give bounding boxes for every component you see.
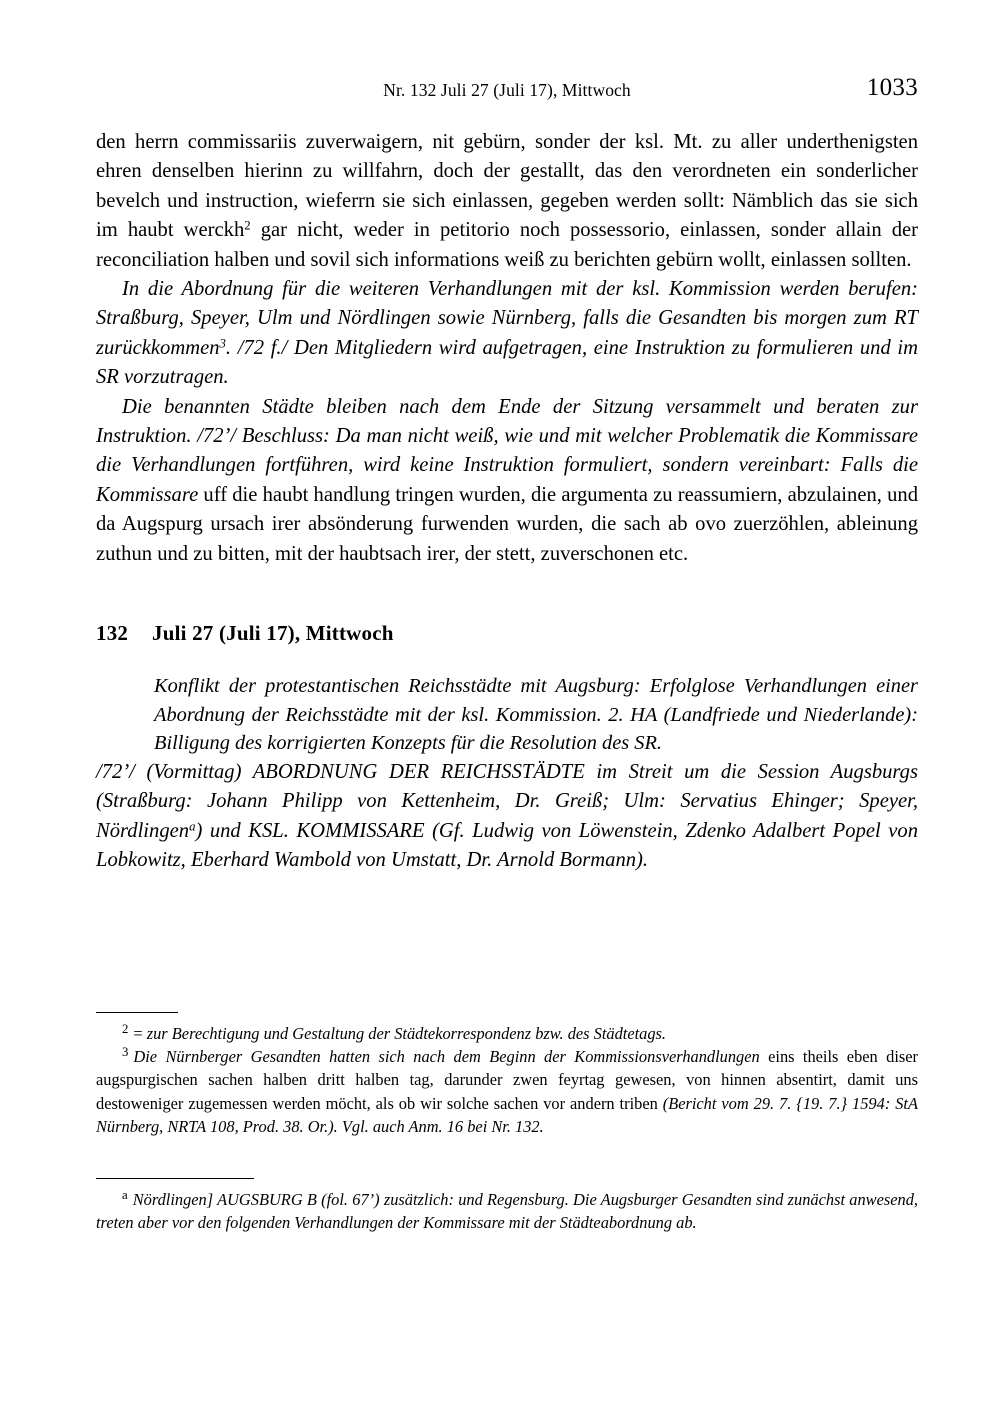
footnote-3-italic-1: Die Nürnberger Gesandten hatten sich nach dem Beginn der Kommissionsverhandlungen bbox=[133, 1047, 769, 1067]
variant-note-a bbox=[96, 1188, 918, 1234]
paragraph-lead bbox=[96, 758, 918, 876]
paragraph-beschluss-italic: Die benannten Städte bleiben nach dem Ende der Sitzung versammelt und beraten zur Instruktion. /72’/ Beschluss: Da man nicht weiß, wie und mit welcher Problematik die Kommissare die Verhandlungen fortführen, wird keine Instruktion formuliert, sondern vereinbart: Falls die Kommissare bbox=[96, 395, 918, 506]
running-head-title: Nr. 132 Juli 27 (Juli 17), Mittwoch bbox=[383, 80, 631, 100]
section-number: 132 bbox=[96, 621, 129, 646]
footnote-2-equals: = bbox=[133, 1024, 143, 1043]
footnote-2-marker: 2 bbox=[122, 1021, 129, 1036]
variant-ref-a[interactable]: a bbox=[189, 819, 196, 834]
footnote-ref-2[interactable]: 2 bbox=[244, 218, 251, 233]
footnote-block-notes bbox=[96, 1012, 918, 1138]
footnote-3 bbox=[96, 1045, 918, 1138]
section-regest: Konflikt der protestantischen Reichsstädte mit Augsburg: Erfolglose Verhandlungen einer Abordnung der Reichsstädte mit der ksl. Kommission. 2. HA (Landfriede und Niederlande): Billigung des korrigierten Konzepts für die Resolution des SR. bbox=[154, 675, 918, 755]
page-number: 1033 bbox=[866, 74, 918, 101]
footnote-3-marker: 3 bbox=[122, 1045, 129, 1060]
body-column bbox=[96, 128, 918, 876]
paragraph-beschluss-roman: uff die haubt handlung tringen wurden, die argumenta zu reassumiern, abzulainen, und da Augspurg ursach irer absönderung furwenden wurden, die sach ab ovo zuerzöhlen, ableinung zuthun und zu bitten, mit der haubtsach irer, der stett, zuverschonen etc. bbox=[96, 483, 918, 565]
paragraph-abordnung-text-after: . /72 f./ Den Mitgliedern wird aufgetragen, eine Instruktion zu formulieren und im SR vorzutragen. bbox=[96, 336, 918, 389]
paragraph-continuation bbox=[96, 128, 918, 275]
paragraph-lead-part2: ) und KSL. KOMMISSARE (Gf. Ludwig von Löwenstein, Zdenko Adalbert Popel von Lobkowitz, Eberhard Wambold von Umstatt, Dr. Arnold Bormann). bbox=[96, 819, 918, 872]
footnote-3-italic-2: (Bericht vom 29. 7. {19. 7.} 1594: StA Nürnberg, NRTA 108, Prod. 38. Or.). Vgl. auch Anm. 16 bei Nr. 132. bbox=[96, 1093, 918, 1136]
paragraph-beschluss bbox=[96, 393, 918, 569]
footnote-separator-rule bbox=[96, 1012, 178, 1013]
paragraph-abordnung bbox=[96, 275, 918, 393]
footnote-block-variants bbox=[96, 1178, 918, 1234]
running-head bbox=[96, 74, 918, 112]
paragraph-lead-part1: /72’/ (Vormittag) ABORDNUNG DER REICHSSTÄDTE im Streit um die Session Augsburgs (Straßburg: Johann Philipp von Kettenheim, Dr. Greiß; Ulm: Servatius Ehinger; Speyer, Nördlingen bbox=[96, 760, 918, 842]
footnote-2-text: zur Berechtigung und Gestaltung der Städtekorrespondenz bzw. des Städtetags. bbox=[142, 1024, 667, 1043]
paragraph-continuation-text: den herrn commissariis zuverwaigern, nit gebürn, sonder der ksl. Mt. zu aller underthenigsten ehren denselben hierinn zu willfahrn, doch der gestallt, das den verordneten ein sonderlicher bevelch und instruction, wieferrn sie sich einlassen, gegeben werden sollt: Nämblich das sie sich im haubt werckh bbox=[96, 131, 918, 242]
section-heading bbox=[96, 621, 918, 646]
paragraph-continuation-text-after: gar nicht, weder in petitorio noch possessorio, einlassen, sonder allain der reconciliation halben und sovil sich informations weiß zu berichten gebürn wollt, einlassen sollten. bbox=[96, 219, 918, 271]
variant-separator-rule bbox=[96, 1178, 254, 1179]
variant-note-a-marker: a bbox=[122, 1187, 128, 1202]
footnote-3-roman: eins theils eben diser augspurgischen sachen halben dritt halben tag, darunder zwen feyrtag gewesen, von hinnen absentirt, damit uns destoweniger zugemessen werden möcht, als ob wir solche sachen vor andern triben bbox=[96, 1047, 918, 1113]
variant-note-a-text: Nördlingen] AUGSBURG B (fol. 67’) zusätzlich: und Regensburg. Die Augsburger Gesandten sind zunächst anwesend, treten aber vor den folgenden Verhandlungen der Kommissare mit der Städteabordnung ab. bbox=[96, 1190, 918, 1233]
paragraph-abordnung-text: In die Abordnung für die weiteren Verhandlungen mit der ksl. Kommission werden berufen: Straßburg, Speyer, Ulm und Nördlingen sowie Nürnberg, falls die Gesandten bis morgen zum RT zurückkommen bbox=[96, 278, 918, 359]
footnote-2 bbox=[96, 1022, 918, 1045]
footnote-ref-3[interactable]: 3 bbox=[219, 336, 226, 351]
section-title: Juli 27 (Juli 17), Mittwoch bbox=[152, 621, 394, 646]
